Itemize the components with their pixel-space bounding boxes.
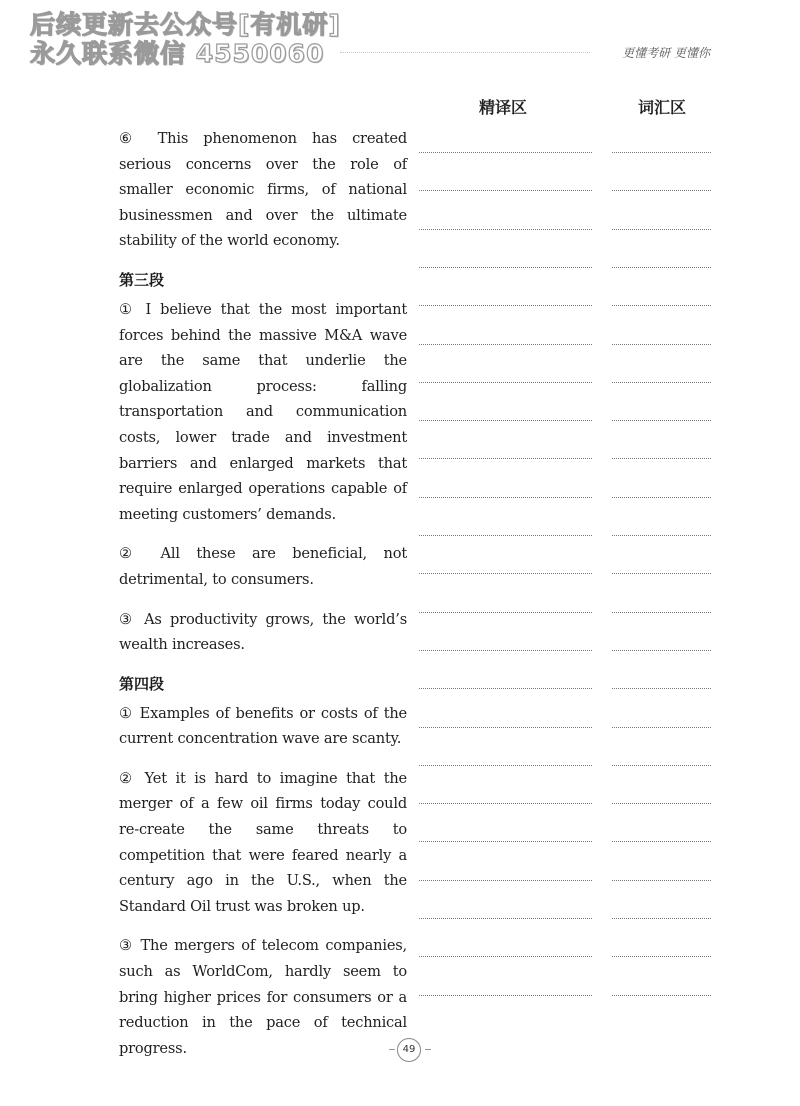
watermark-line-1: 后续更新去公众号[有机研] <box>30 10 341 39</box>
header-tagline: 更懂考研 更懂你 <box>622 46 710 60</box>
vocabulary-line <box>612 841 711 842</box>
translation-line <box>419 152 592 153</box>
vocabulary-line <box>612 727 711 728</box>
translation-line <box>419 420 592 421</box>
section-3-sentence-2: ② All these are beneficial, not detrimental, to consumers. <box>119 545 407 588</box>
vocabulary-line <box>612 190 711 191</box>
vocabulary-line <box>612 688 711 689</box>
translation-line <box>419 267 592 268</box>
page-number: 49 <box>397 1038 421 1062</box>
translation-line <box>419 382 592 383</box>
section-4-sentence-2: ② Yet it is hard to imagine that the merger of a few oil firms today could re-create the same threats to competition that were feared nearly a century ago in the U.S., when the Standard Oil trust was broken up. <box>119 769 407 915</box>
page-number-badge <box>395 1036 423 1064</box>
translation-line <box>419 841 592 842</box>
vocabulary-line <box>612 765 711 766</box>
vocabulary-line <box>612 995 711 996</box>
vocabulary-line <box>612 573 711 574</box>
translation-line <box>419 229 592 230</box>
vocabulary-line <box>612 267 711 268</box>
vocabulary-line <box>612 535 711 536</box>
vocabulary-line <box>612 382 711 383</box>
translation-line <box>419 573 592 574</box>
translation-line <box>419 765 592 766</box>
translation-line <box>419 344 592 345</box>
translation-column-heading: 精译区 <box>479 98 528 117</box>
main-text <box>119 126 407 1061</box>
vocabulary-line <box>612 152 711 153</box>
translation-line <box>419 956 592 957</box>
vocabulary-line <box>612 612 711 613</box>
section-3-title: 第三段 <box>119 270 165 289</box>
translation-line <box>419 995 592 996</box>
vocabulary-line <box>612 880 711 881</box>
translation-line <box>419 688 592 689</box>
vocabulary-line <box>612 497 711 498</box>
vocabulary-line <box>612 458 711 459</box>
section-3-sentence-1: ① I believe that the most important forces behind the massive M&A wave are the same that underlie the globalization process: falling transportation and communication costs, lower trade and investment barriers and enlarged markets that require enlarged operations capable of meeting customers’ demands. <box>119 300 407 523</box>
vocabulary-line <box>612 918 711 919</box>
vocabulary-line <box>612 344 711 345</box>
paragraph-6: ⑥ This phenomenon has created serious concerns over the role of smaller economic firms, of national businessmen and over the ultimate stability of the world economy. <box>119 130 407 250</box>
header-rule <box>340 52 590 53</box>
vocabulary-line <box>612 650 711 651</box>
vocabulary-line <box>612 229 711 230</box>
translation-line <box>419 305 592 306</box>
watermark <box>30 10 341 68</box>
translation-line <box>419 497 592 498</box>
watermark-line-2: 永久联系微信 4550060 <box>30 39 325 68</box>
section-4-title: 第四段 <box>119 674 165 693</box>
vocabulary-line <box>612 803 711 804</box>
translation-line <box>419 612 592 613</box>
vocabulary-column-heading: 词汇区 <box>638 98 687 117</box>
section-4-sentence-1: ① Examples of benefits or costs of the current concentration wave are scanty. <box>119 704 407 748</box>
section-3-sentence-3: ③ As productivity grows, the world’s wealth increases. <box>119 610 407 654</box>
translation-line <box>419 535 592 536</box>
translation-line <box>419 880 592 881</box>
translation-line <box>419 650 592 651</box>
vocabulary-line <box>612 420 711 421</box>
translation-line <box>419 918 592 919</box>
translation-line <box>419 458 592 459</box>
vocabulary-line <box>612 956 711 957</box>
translation-line <box>419 803 592 804</box>
section-4-sentence-3: ③ The mergers of telecom companies, such as WorldCom, hardly seem to bring higher prices for consumers or a reduction in the pace of technical progress. <box>119 937 407 1057</box>
translation-line <box>419 727 592 728</box>
vocabulary-line <box>612 305 711 306</box>
translation-line <box>419 190 592 191</box>
